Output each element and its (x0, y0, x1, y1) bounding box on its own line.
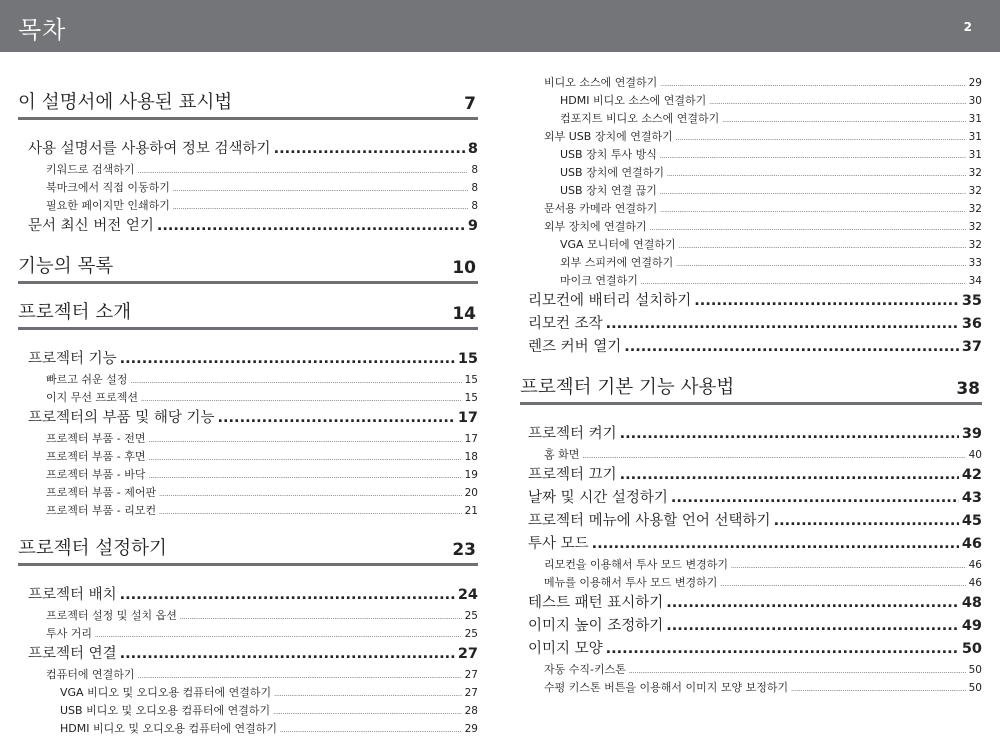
dot-leader (660, 202, 965, 220)
dot-leader (679, 238, 966, 256)
toc-entry-title: 프로젝터 끄기 (528, 467, 617, 483)
dot-leader (722, 112, 965, 130)
toc-entry-title: 프로젝터 기본 기능 사용법 (520, 377, 735, 398)
toc-entry-l1[interactable] (520, 464, 982, 487)
toc-entry-l2[interactable] (18, 161, 478, 179)
toc-page-number: 15 (464, 374, 478, 386)
toc-entry-title: 프로젝터 부품 - 리모컨 (46, 504, 157, 517)
toc-entry-l2[interactable] (520, 679, 982, 697)
dot-leader (666, 592, 959, 615)
toc-entry-l2[interactable] (18, 484, 478, 502)
toc-entry-title: 수평 키스톤 버튼을 이용해서 이미지 모양 보정하기 (544, 681, 789, 694)
toc-entry-l1[interactable] (520, 336, 982, 359)
toc-page-number: 25 (464, 610, 478, 622)
toc-page-number: 48 (961, 595, 982, 611)
dot-leader (676, 130, 966, 148)
toc-page-number: 31 (968, 149, 982, 161)
dot-leader (620, 423, 959, 446)
dot-leader (138, 163, 469, 181)
toc-entry-l3[interactable] (520, 92, 982, 110)
toc-page-number: 10 (452, 258, 476, 278)
toc-page-number: 36 (961, 316, 982, 332)
toc-entry-title: 외부 스피커에 연결하기 (560, 256, 674, 269)
toc-page-number: 27 (464, 669, 478, 681)
dot-leader (130, 373, 461, 391)
toc-page-number: 8 (471, 182, 478, 194)
toc-entry-l3[interactable] (520, 254, 982, 272)
toc-page-number: 34 (968, 275, 982, 287)
toc-page-number: 24 (457, 587, 478, 603)
toc-page-number: 43 (961, 490, 982, 506)
toc-entry-title: VGA 비디오 및 오디오용 컴퓨터에 연결하기 (60, 686, 272, 699)
dot-leader (157, 215, 465, 238)
toc-entry-l1[interactable] (18, 643, 478, 666)
toc-page-number: 50 (968, 682, 982, 694)
toc-entry-title: USB 비디오 및 오디오용 컴퓨터에 연결하기 (60, 704, 271, 717)
toc-page-number: 50 (961, 641, 982, 657)
toc-page-number: 32 (968, 239, 982, 251)
dot-leader (120, 643, 455, 666)
toc-entry-l1[interactable] (18, 138, 478, 161)
toc-page-number: 38 (956, 379, 980, 399)
toc-entry-l1[interactable] (520, 510, 982, 533)
toc-column-right (520, 74, 982, 697)
toc-entry-l2[interactable] (18, 197, 478, 215)
toc-page-number: 31 (968, 131, 982, 143)
toc-entry-title: 컴퓨터에 연결하기 (46, 668, 135, 681)
spacer (18, 576, 478, 584)
dot-leader (671, 487, 959, 510)
toc-entry-title: 기능의 목록 (18, 256, 114, 277)
toc-entry-title: 문서 최신 버전 얻기 (28, 218, 154, 234)
dot-leader (592, 533, 959, 556)
toc-entry-title: 프로젝터 부품 - 제어판 (46, 486, 157, 499)
dot-leader (774, 510, 959, 533)
toc-entry-title: 투사 모드 (528, 536, 589, 552)
dot-leader (709, 94, 965, 112)
toc-entry-title: 프로젝터 기능 (28, 351, 117, 367)
toc-entry-l2[interactable] (520, 574, 982, 592)
toc-entry-l1[interactable] (520, 290, 982, 313)
toc-entry-l2[interactable] (520, 556, 982, 574)
toc-entry-title: USB 장치 투사 방식 (560, 148, 657, 161)
toc-page-number: 28 (464, 705, 478, 717)
dot-leader (280, 722, 462, 740)
dot-leader (660, 184, 966, 202)
toc-page-number: 33 (968, 257, 982, 269)
toc-entry-l3[interactable] (520, 236, 982, 254)
toc-page-number: 37 (961, 339, 982, 355)
toc-entry-title: 프로젝터 설정 및 설치 옵션 (46, 609, 177, 622)
dot-leader (273, 704, 462, 722)
toc-entry-title: 키워드로 검색하기 (46, 163, 135, 176)
dot-leader (650, 220, 966, 238)
toc-entry-title: USB 장치에 연결하기 (560, 166, 664, 179)
spacer (18, 130, 478, 138)
dot-leader (120, 348, 455, 371)
dot-leader (667, 166, 966, 184)
toc-page-number: 19 (464, 469, 478, 481)
toc-entry-l3[interactable] (520, 110, 982, 128)
toc-entry-l1[interactable] (520, 313, 982, 336)
spacer (18, 340, 478, 348)
dot-leader (606, 313, 959, 336)
toc-entry-title: HDMI 비디오 및 오디오용 컴퓨터에 연결하기 (60, 722, 277, 735)
toc-entry-l3[interactable] (18, 684, 478, 702)
toc-entry-title: 북마크에서 직접 이동하기 (46, 181, 170, 194)
toc-entry-title: 프로젝터 소개 (18, 302, 132, 323)
toc-section-heading[interactable] (18, 532, 478, 566)
dot-leader (148, 432, 461, 450)
toc-entry-title: HDMI 비디오 소스에 연결하기 (560, 94, 707, 107)
toc-page-number: 27 (464, 687, 478, 699)
toc-page-number: 7 (464, 94, 476, 114)
toc-entry-title: 프로젝터 설정하기 (18, 538, 167, 559)
toc-entry-title: 이미지 높이 조정하기 (528, 618, 664, 634)
toc-entry-l2[interactable] (520, 200, 982, 218)
toc-entry-l3[interactable] (18, 720, 478, 738)
toc-page-number: 32 (968, 221, 982, 233)
dot-leader (274, 686, 462, 704)
toc-page-number: 30 (968, 95, 982, 107)
toc-page-number: 25 (464, 628, 478, 640)
toc-page-number: 17 (457, 410, 478, 426)
toc-page-number: 46 (968, 577, 982, 589)
toc-page-number: 15 (457, 351, 478, 367)
toc-page-number: 9 (467, 218, 478, 234)
toc-page-number: 17 (464, 433, 478, 445)
toc-entry-title: 컴포지트 비디오 소스에 연결하기 (560, 112, 720, 125)
toc-entry-l3[interactable] (520, 272, 982, 290)
toc-entry-title: 프로젝터 배치 (28, 587, 117, 603)
toc-entry-title: 메뉴를 이용해서 투사 모드 변경하기 (544, 576, 718, 589)
toc-entry-title: 리모컨 조작 (528, 316, 603, 332)
header-bar (0, 0, 1000, 52)
toc-entry-l2[interactable] (520, 218, 982, 236)
toc-entry-l1[interactable] (18, 407, 478, 430)
toc-entry-title: 홈 화면 (544, 448, 580, 461)
toc-entry-title: USB 장치 연결 끊기 (560, 184, 657, 197)
toc-entry-l2[interactable] (18, 607, 478, 625)
toc-entry-l1[interactable] (520, 592, 982, 615)
toc-entry-l2[interactable] (18, 371, 478, 389)
dot-leader (159, 504, 462, 522)
toc-section-heading[interactable] (18, 296, 478, 330)
toc-page-number: 15 (464, 392, 478, 404)
dot-leader (620, 464, 959, 487)
toc-entry-l2[interactable] (18, 448, 478, 466)
toc-section-heading[interactable] (18, 86, 478, 120)
toc-entry-l1[interactable] (520, 423, 982, 446)
toc-entry-title: 문서용 카메라 연결하기 (544, 202, 658, 215)
page-title: 목차 (18, 16, 67, 44)
toc-entry-title: 마이크 연결하기 (560, 274, 638, 287)
dot-leader (676, 256, 965, 274)
toc-column-left (18, 74, 478, 738)
toc-page-number: 14 (452, 304, 476, 324)
toc-entry-l1[interactable] (18, 348, 478, 371)
toc-entry-title: 빠르고 쉬운 설정 (46, 373, 128, 386)
dot-leader (731, 558, 966, 576)
dot-leader (148, 450, 461, 468)
toc-entry-l1[interactable] (520, 615, 982, 638)
toc-entry-l2[interactable] (18, 179, 478, 197)
toc-entry-l2[interactable] (18, 466, 478, 484)
toc-entry-l3[interactable] (18, 702, 478, 720)
toc-entry-l2[interactable] (520, 128, 982, 146)
toc-entry-title: 프로젝터 부품 - 바닥 (46, 468, 146, 481)
toc-entry-title: 리모컨에 배터리 설치하기 (528, 293, 692, 309)
dot-leader (120, 584, 455, 607)
toc-entry-title: 사용 설명서를 사용하여 정보 검색하기 (28, 141, 271, 157)
toc-section-heading[interactable] (18, 250, 478, 284)
toc-entry-title: 이 설명서에 사용된 표시법 (18, 92, 233, 113)
toc-entry-l2[interactable] (18, 389, 478, 407)
toc-page-number: 18 (464, 451, 478, 463)
toc-page-number: 29 (968, 77, 982, 89)
toc-entry-l1[interactable] (520, 638, 982, 661)
toc-page-number: 8 (471, 200, 478, 212)
toc-entry-title: 테스트 패턴 표시하기 (528, 595, 664, 611)
toc-entry-title: 프로젝터 부품 - 후면 (46, 450, 146, 463)
toc-entry-title: 자동 수직-키스톤 (544, 663, 626, 676)
toc-entry-l2[interactable] (18, 666, 478, 684)
toc-entry-title: 필요한 페이지만 인쇄하기 (46, 199, 170, 212)
toc-page-number: 23 (452, 540, 476, 560)
toc-page-number: 20 (464, 487, 478, 499)
toc-entry-l2[interactable] (520, 661, 982, 679)
toc-section-heading[interactable] (520, 371, 982, 405)
toc-entry-title: 이지 무선 프로젝션 (46, 391, 139, 404)
toc-page-number: 32 (968, 185, 982, 197)
dot-leader (148, 468, 461, 486)
dot-leader (666, 615, 959, 638)
toc-page-number: 32 (968, 203, 982, 215)
dot-leader (694, 290, 959, 313)
dot-leader (606, 638, 959, 661)
dot-leader (173, 181, 468, 199)
toc-page-number: 29 (464, 723, 478, 735)
toc-entry-l2[interactable] (520, 446, 982, 464)
dot-leader (218, 407, 455, 430)
toc-entry-title: 프로젝터 메뉴에 사용할 언어 선택하기 (528, 513, 771, 529)
toc-entry-l1[interactable] (18, 584, 478, 607)
toc-entry-title: 렌즈 커버 열기 (528, 339, 622, 355)
toc-page-number: 49 (961, 618, 982, 634)
dot-leader (159, 486, 462, 504)
toc-entry-title: 이미지 모양 (528, 641, 603, 657)
toc-entry-l1[interactable] (520, 487, 982, 510)
toc-entry-title: 프로젝터 부품 - 전면 (46, 432, 146, 445)
toc-entry-l1[interactable] (18, 215, 478, 238)
toc-page-number: 8 (467, 141, 478, 157)
toc-page-number: 46 (961, 536, 982, 552)
page-number: 2 (963, 20, 972, 34)
toc-page-number: 31 (968, 113, 982, 125)
toc-entry-title: 외부 USB 장치에 연결하기 (544, 130, 673, 143)
dot-leader (274, 138, 465, 161)
toc-entry-l2[interactable] (18, 430, 478, 448)
toc-page-number: 27 (457, 646, 478, 662)
toc-entry-l3[interactable] (520, 182, 982, 200)
toc-entry-l2[interactable] (18, 502, 478, 520)
toc-entry-l2[interactable] (18, 625, 478, 643)
toc-page-number: 40 (968, 449, 982, 461)
toc-entry-title: 프로젝터의 부품 및 해당 기능 (28, 410, 215, 426)
toc-entry-title: 리모컨을 이용해서 투사 모드 변경하기 (544, 558, 729, 571)
toc-entry-l2[interactable] (520, 74, 982, 92)
dot-leader (791, 681, 966, 699)
toc-entry-title: 날짜 및 시간 설정하기 (528, 490, 668, 506)
toc-entry-title: 프로젝터 켜기 (528, 426, 617, 442)
toc-page-number: 50 (968, 664, 982, 676)
toc-entry-title: 프로젝터 연결 (28, 646, 117, 662)
toc-entry-title: 비디오 소스에 연결하기 (544, 76, 658, 89)
toc-page-number: 8 (471, 164, 478, 176)
toc-entry-l3[interactable] (520, 146, 982, 164)
spacer (520, 415, 982, 423)
dot-leader (660, 148, 966, 166)
toc-entry-l3[interactable] (520, 164, 982, 182)
toc-page-number: 42 (961, 467, 982, 483)
toc-page-number: 46 (968, 559, 982, 571)
toc-page-number: 32 (968, 167, 982, 179)
toc-page-number: 45 (961, 513, 982, 529)
dot-leader (624, 336, 959, 359)
toc-entry-title: 외부 장치에 연결하기 (544, 220, 647, 233)
toc-page-number: 39 (961, 426, 982, 442)
toc-page-number: 35 (961, 293, 982, 309)
toc-entry-title: 투사 거리 (46, 627, 93, 640)
toc-entry-title: VGA 모니터에 연결하기 (560, 238, 676, 251)
dot-leader (180, 609, 462, 627)
toc-page-number: 21 (464, 505, 478, 517)
toc-entry-l1[interactable] (520, 533, 982, 556)
